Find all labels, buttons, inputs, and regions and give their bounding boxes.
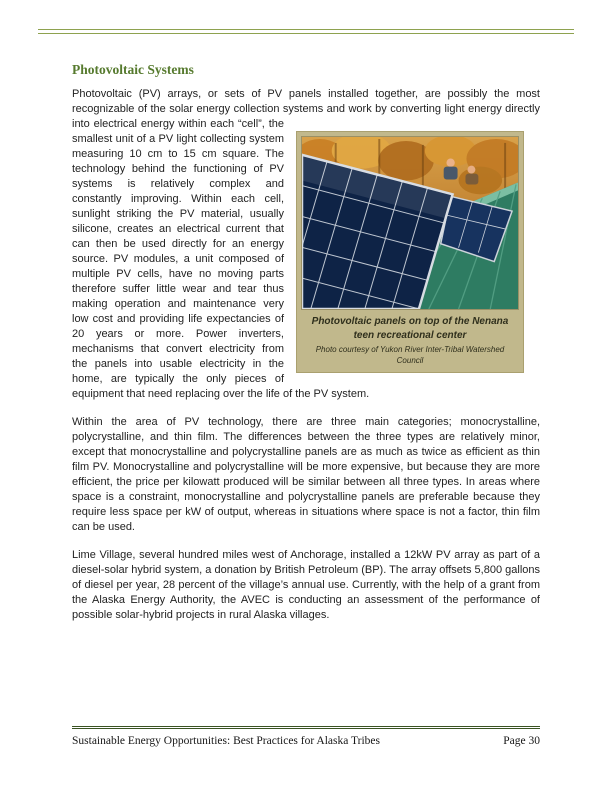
figure [296, 131, 524, 373]
paragraph-1 [72, 87, 540, 402]
paragraph-1-wrap: into electrical energy within each “cell”, the smallest unit of a PV light collecting system measuring 10 cm to 15 cm square. The technology behind the functioning of PV systems is relatively complex and constantly improving. Within each cell, sunlight striking the PV material, usually silicone, creates an electrical current that can then be used directly for an energy source. PV modules, a unit composed of multiple PV cells, have no moving parts therefore suffer little wear and tear thus making operation and maintenance very low cost and providing life expectancies of 20 years or more. Power inverters, mechanisms that convert electricity from the panels into usable electricity in the home, are typically the only pieces of equipment that need replacing over the life of the PV system. [72, 118, 370, 400]
top-divider [38, 29, 574, 34]
footer-page-number: Page 30 [503, 735, 540, 747]
paragraph-3: Lime Village, several hundred miles west of Anchorage, installed a 12kW PV array as part of a diesel-solar hybrid system, a donation by British Petroleum (BP). The array offsets 5,800 gallons of diesel per year, 28 percent of the village’s annual use. Currently, with the help of a grant from the Alaska Energy Authority, the AVEC is conducting an assessment of the performance of possible solar-hybrid projects in rural Alaska villages. [72, 549, 540, 621]
footer [72, 726, 540, 747]
paragraph-1-lead: Photovoltaic (PV) arrays, or sets of PV panels installed together, are possibly the most recognizable of the solar energy collection systems and work by converting light energy directly [72, 88, 540, 115]
section-heading: Photovoltaic Systems [72, 62, 194, 77]
figure-caption: Photovoltaic panels on top of the Nenana teen recreational center [311, 316, 509, 341]
figure-credit: Photo courtesy of Yukon River Inter-Tribal Watershed Council [315, 345, 505, 365]
footer-title: Sustainable Energy Opportunities: Best Practices for Alaska Tribes [72, 735, 381, 747]
page-content [72, 62, 540, 636]
paragraph-2: Within the area of PV technology, there are three main categories; monocrystalline, polycrystalline, and thin film. The differences between the three types are relatively minor, except that monocrystalline and polycrystalline panels are as much as twice as efficient as thin film PV. Monocrystalline and polycrystalline will be more expensive, but because they are more efficient, the price per kilowatt produced will be similar between all three types. In areas where space is a constraint, monocrystalline and polycrystalline panels are preferable because they require less space per kW of output, whereas in situations where space is not a factor, thin film can be used. [72, 416, 540, 533]
solar-panels-photo [301, 136, 519, 310]
